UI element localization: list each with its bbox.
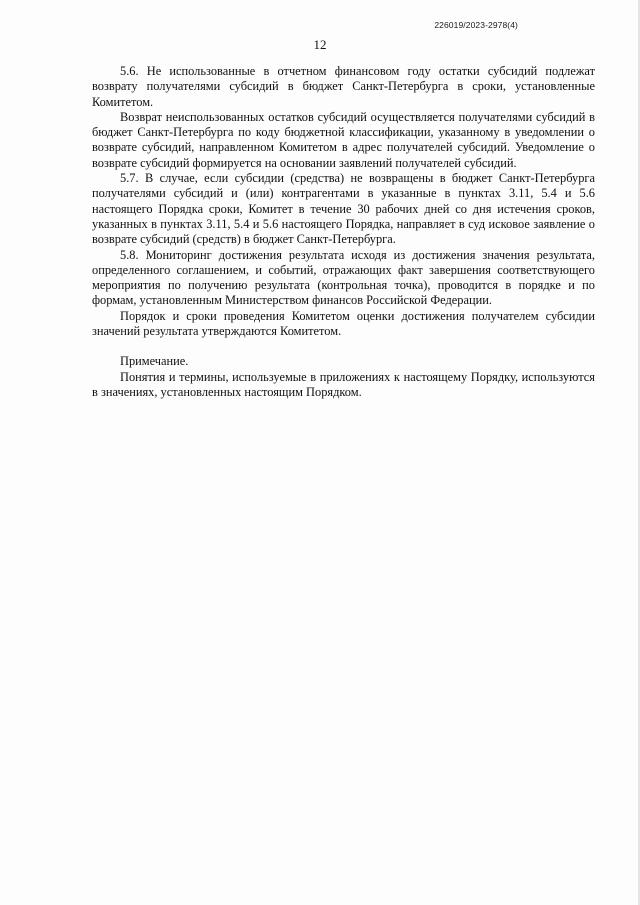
paragraph-gap (92, 339, 595, 354)
document-body (92, 64, 595, 400)
paragraph-5-6: 5.6. Не использованные в отчетном финансовом году остатки субсидий подлежат возврату получателями субсидий в бюджет Санкт-Петербурга в сроки, установленные Комитетом. (92, 64, 595, 109)
paragraph-return-procedure: Возврат неиспользованных остатков субсидий осуществляется получателями субсидий в бюджет Санкт-Петербурга по коду бюджетной классификации, указанному в уведомлении о возврате субсидий, направленном Комитетом в адрес получателей субсидий. Уведомление о возврате субсидий формируется на основании заявлений получателей субсидий. (92, 109, 595, 170)
paragraph-5-8: 5.8. Мониторинг достижения результата исходя из достижения значения результата, определенного соглашением, и событий, отражающих факт завершения соответствующего мероприятия по получению результата (контрольная точка), проводится в порядке и по формам, установленным Министерством финансов Российской Федерации. (92, 247, 595, 308)
paragraph-evaluation-terms: Порядок и сроки проведения Комитетом оценки достижения получателем субсидии значений результата утверждаются Комитетом. (92, 308, 595, 339)
note-title: Примечание. (120, 354, 189, 369)
document-id: 226019/2023-2978(4) (434, 20, 518, 30)
page-number: 12 (313, 37, 327, 52)
paragraph-5-7: 5.7. В случае, если субсидии (средства) не возвращены в бюджет Санкт-Петербурга получателями субсидий и (или) контрагентами в указанные в пунктах 3.11, 5.4 и 5.6 настоящего Порядка сроки, Комитет в течение 30 рабочих дней со дня истечения сроков, указанных в пунктах 3.11, 5.4 и 5.6 настоящего Порядка, направляет в суд исковое заявление о возврате субсидий (средств) в бюджет Санкт-Петербурга. (92, 171, 595, 247)
note-text: Понятия и термины, используемые в приложениях к настоящему Порядку, используются в значениях, установленных настоящим Порядком. (92, 369, 595, 399)
